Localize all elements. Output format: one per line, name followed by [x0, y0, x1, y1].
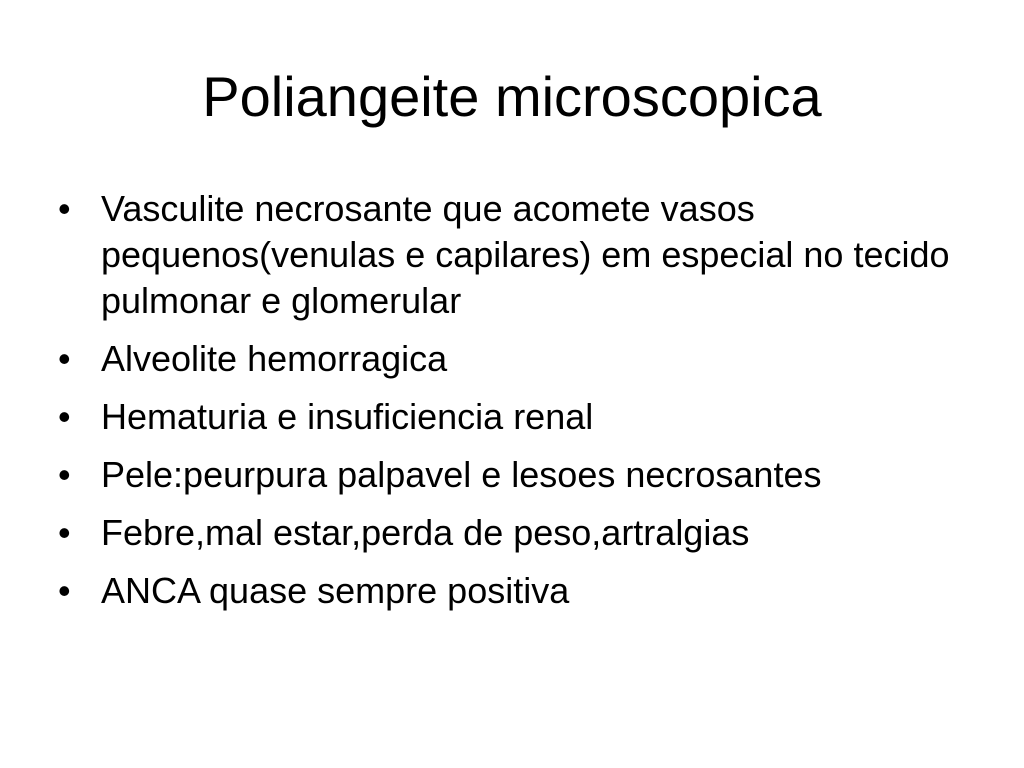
- list-item: [58, 510, 988, 556]
- list-item-text: Vasculite necrosante que acomete vasos pequenos(venulas e capilares) em especial no tecido pulmonar e glomerular: [101, 188, 950, 321]
- list-item-text: Hematuria e insuficiencia renal: [101, 396, 594, 437]
- list-item-text: Alveolite hemorragica: [101, 338, 448, 379]
- list-item-text: ANCA quase sempre positiva: [101, 570, 570, 611]
- bullet-dot-icon: •: [58, 512, 71, 553]
- bullet-dot-icon: •: [58, 188, 71, 229]
- bullet-list: [58, 186, 988, 626]
- list-item-text: Febre,mal estar,perda de peso,artralgias: [101, 512, 750, 553]
- list-item: [58, 186, 988, 324]
- bullet-dot-icon: •: [58, 338, 71, 379]
- list-item: [58, 452, 988, 498]
- list-item: [58, 394, 988, 440]
- bullet-dot-icon: •: [58, 454, 71, 495]
- list-item: [58, 336, 988, 382]
- bullet-dot-icon: •: [58, 570, 71, 611]
- list-item: [58, 568, 988, 614]
- slide-title: Poliangeite microscopica: [202, 65, 822, 128]
- bullet-dot-icon: •: [58, 396, 71, 437]
- list-item-text: Pele:peurpura palpavel e lesoes necrosantes: [101, 454, 822, 495]
